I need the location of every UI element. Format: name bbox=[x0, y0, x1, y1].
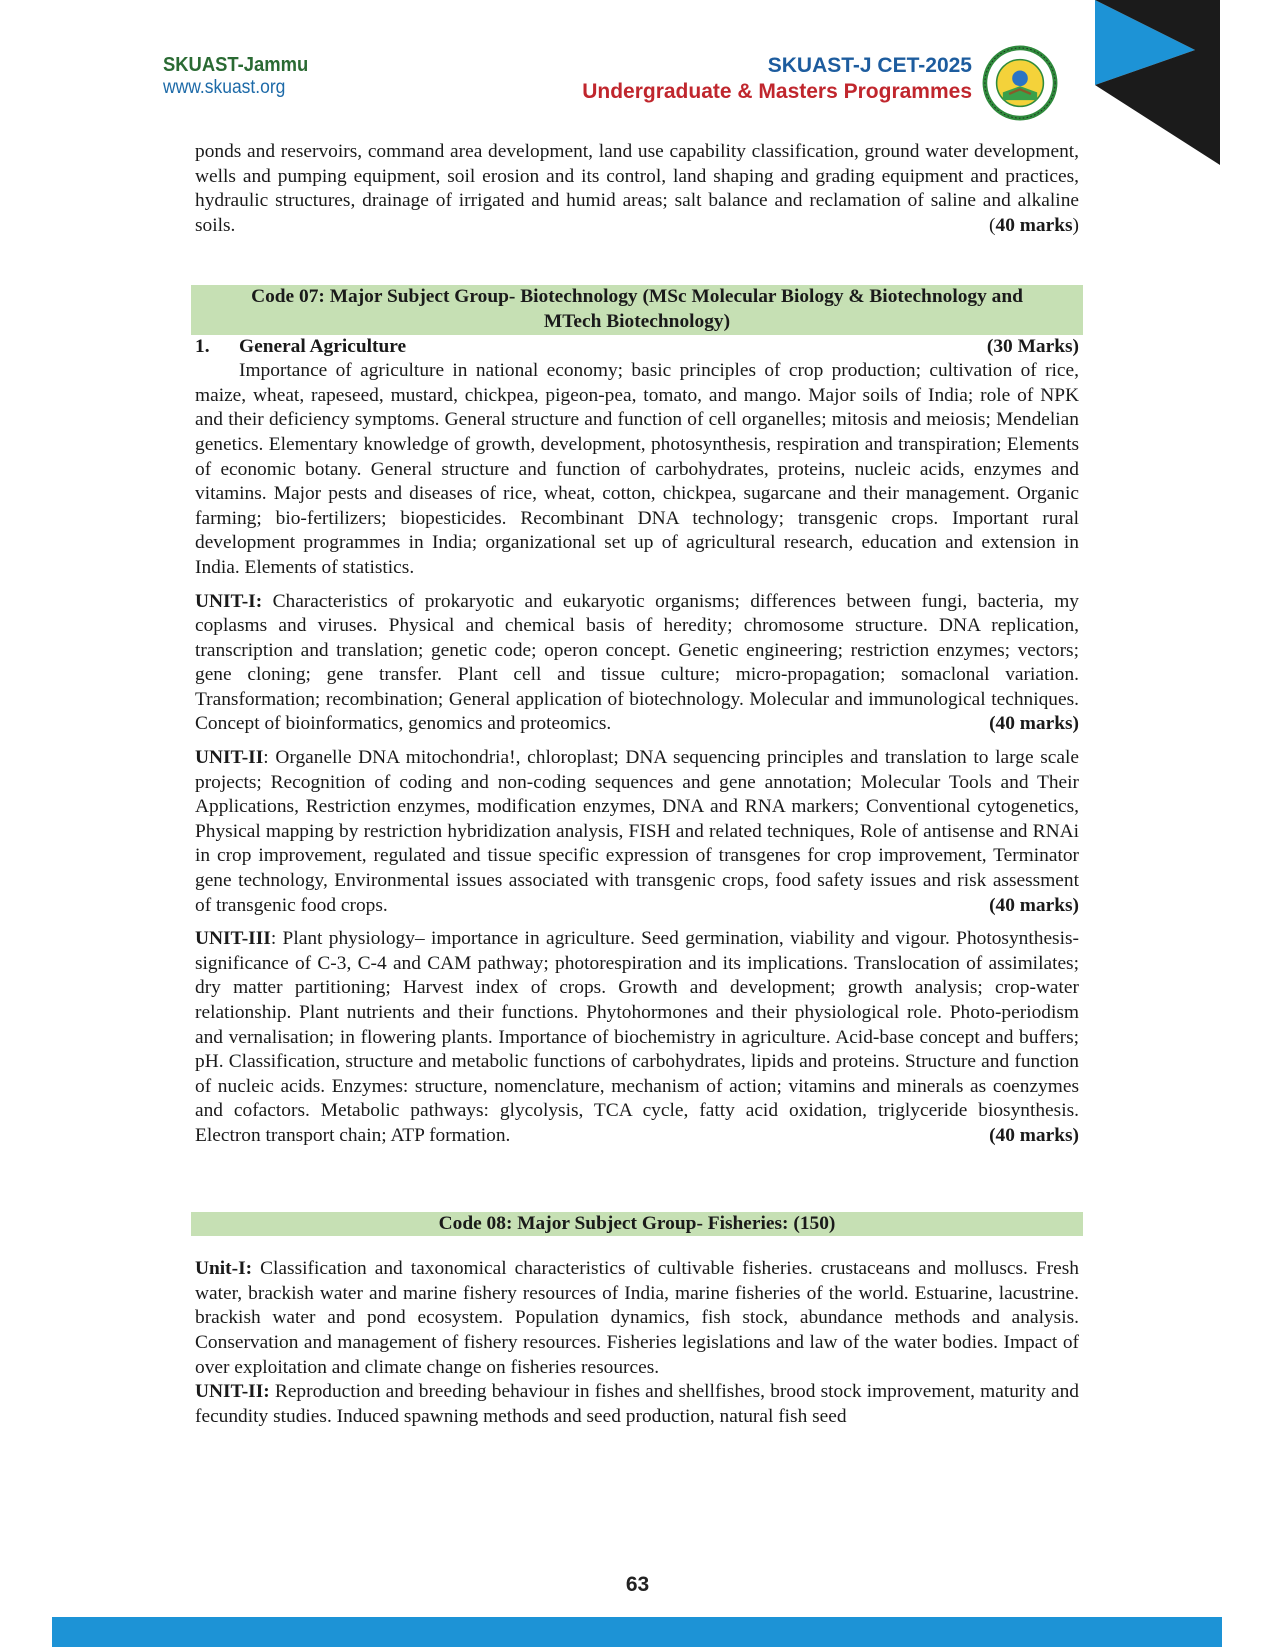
code07-unit-2 bbox=[195, 746, 1079, 918]
unit-marks: (40 marks) bbox=[989, 713, 1079, 735]
unit-label: Unit-I: bbox=[195, 1258, 253, 1280]
unit-label: UNIT-II bbox=[195, 747, 264, 769]
org-name: SKUAST-Jammu bbox=[163, 54, 309, 76]
corner-decoration-icon bbox=[1095, 0, 1275, 165]
general-agriculture-title: General Agriculture bbox=[239, 335, 407, 357]
intro-marks: 40 marks bbox=[995, 214, 1073, 236]
general-agriculture-heading bbox=[195, 335, 1079, 360]
website-link[interactable]: www.skuast.org bbox=[163, 77, 286, 98]
unit-text: Reproduction and breeding behaviour in fishes and shellfishes, brood stock improvement, maturity and fecundity studies. Induced spawning methods and seed production, natural fish seed bbox=[195, 1381, 1079, 1427]
unit-marks: (40 marks) bbox=[989, 1124, 1079, 1146]
section-number: 1. bbox=[195, 335, 210, 357]
code07-heading bbox=[191, 285, 1083, 334]
unit-text: Classification and taxonomical characteristics of cultivable fisheries. crustaceans and molluscs. Fresh water, brackish water and marine fishery resources of India, marine fisheries of the world. Estuarine, lacustrine. brackish water and pond ecosystem. Population dynamics, fish stock, abundance methods and analysis. Conservation and management of fishery resources. Fisheries legislations and law of the water bodies. Impact of over exploitation and climate change on fisheries resources. bbox=[195, 1258, 1079, 1378]
intro-marks-wrap: (40 marks) bbox=[989, 214, 1079, 236]
code08-heading: Code 08: Major Subject Group- Fisheries: (150) bbox=[191, 1212, 1083, 1237]
unit-text: : Plant physiology– importance in agriculture. Seed germination, viability and vigour. Photosynthesis- significance of C-3, C-4 and CAM pathway; photorespiration and its implications. Translocation of assimilates; dry matter partitioning; Harvest index of crops. Growth and development; growth analysis; crop-water relationship. Plant nutrients and their functions. Phytohormones and their physiological role. Photo-periodism and vernalisation; in flowering plants. Importance of biochemistry in agriculture. Acid-base concept and buffers; pH. Classification, structure and metabolic functions of carbohydrates, lipids and proteins. Structure and function of nucleic acids. Enzymes: structure, nomenclature, mechanism of action; vitamins and minerals as coenzymes and cofactors. Metabolic pathways: glycolysis, TCA cycle, fatty acid oxidation, triglyceride biosynthesis. Electron transport chain; ATP formation. bbox=[195, 928, 1079, 1146]
intro-paragraph bbox=[195, 140, 1079, 238]
general-agriculture-marks: (30 Marks) bbox=[986, 335, 1079, 357]
programmes-title: Undergraduate & Masters Programmes bbox=[582, 80, 972, 103]
main-content bbox=[195, 140, 1079, 1429]
unit-text: : Organelle DNA mitochondria!, chloroplast; DNA sequencing principles and translation to large scale projects; Recognition of coding and non-coding sequences and gene annotation; Molecular Tools and Their Applications, Restriction enzymes, modification enzymes, DNA and RNA markers; Conventional cytogenetics, Physical mapping by restriction hybridization analysis, FISH and related techniques, Role of antisense and RNAi in crop improvement, regulated and tissue specific expression of transgenes for crop improvement, Terminator gene technology, Environmental issues associated with transgenic crops, food safety issues and risk assessment of transgenic food crops. bbox=[195, 747, 1079, 916]
unit-text: Characteristics of prokaryotic and eukaryotic organisms; differences between fungi, bacteria, my coplasms and viruses. Physical and chemical basis of heredity; chromosome structure. DNA replication, transcription and translation; genetic code; operon concept. Genetic engineering; restriction enzymes; vectors; gene cloning; gene transfer. Plant cell and tissue culture; micro-propagation; somaclonal variation. Transformation; recombination; General application of biotechnology. Molecular and immunological techniques. Concept of bioinformatics, genomics and proteomics. bbox=[195, 590, 1079, 735]
code08-unit-1 bbox=[195, 1257, 1079, 1380]
unit-label: UNIT-II: bbox=[195, 1381, 270, 1403]
code07-title-line2: MTech Biotechnology) bbox=[543, 310, 731, 332]
unit-marks: (40 marks) bbox=[989, 894, 1079, 916]
header-right bbox=[582, 53, 972, 105]
header-left bbox=[163, 53, 321, 99]
code07-title-line1: Code 07: Major Subject Group- Biotechnology (MSc Molecular Biology & Biotechnology and bbox=[251, 286, 1023, 308]
unit-label: UNIT-III bbox=[195, 928, 271, 950]
code08-unit-2 bbox=[195, 1380, 1079, 1429]
code07-unit-1 bbox=[195, 590, 1079, 738]
page-number: 63 bbox=[625, 1573, 650, 1596]
code07-unit-3 bbox=[195, 927, 1079, 1148]
exam-title: SKUAST-J CET-2025 bbox=[767, 54, 972, 77]
general-agriculture-text: Importance of agriculture in national economy; basic principles of crop production; cultivation of rice, maize, wheat, rapeseed, mustard, chickpea, pigeon-pea, tomato, and mango. Major soils of India; role of NPK and their deficiency symptoms. General structure and function of cell organelles; mitosis and meiosis; Mendelian genetics. Elementary knowledge of growth, development, photosynthesis, respiration and transpiration; Elements of economic botany. General structure and function of carbohydrates, proteins, nucleic acids, enzymes and vitamins. Major pests and diseases of rice, wheat, cotton, chickpea, sugarcane and their management. Organic farming; bio-fertilizers; biopesticides. Recombinant DNA technology; transgenic crops. Important rural development programmes in India; organizational set up of agricultural research, education and extension in India. Elements of statistics. bbox=[195, 360, 1079, 578]
intro-text: ponds and reservoirs, command area development, land use capability classification, ground water development, wells and pumping equipment, soil erosion and its control, land shaping and grading equipment and practices, hydraulic structures, drainage of irrigated and humid areas; salt balance and reclamation of saline and alkaline soils. bbox=[195, 141, 1079, 236]
university-logo-icon bbox=[981, 44, 1059, 122]
unit-label: UNIT-I: bbox=[195, 590, 263, 612]
footer-bar bbox=[52, 1617, 1222, 1647]
